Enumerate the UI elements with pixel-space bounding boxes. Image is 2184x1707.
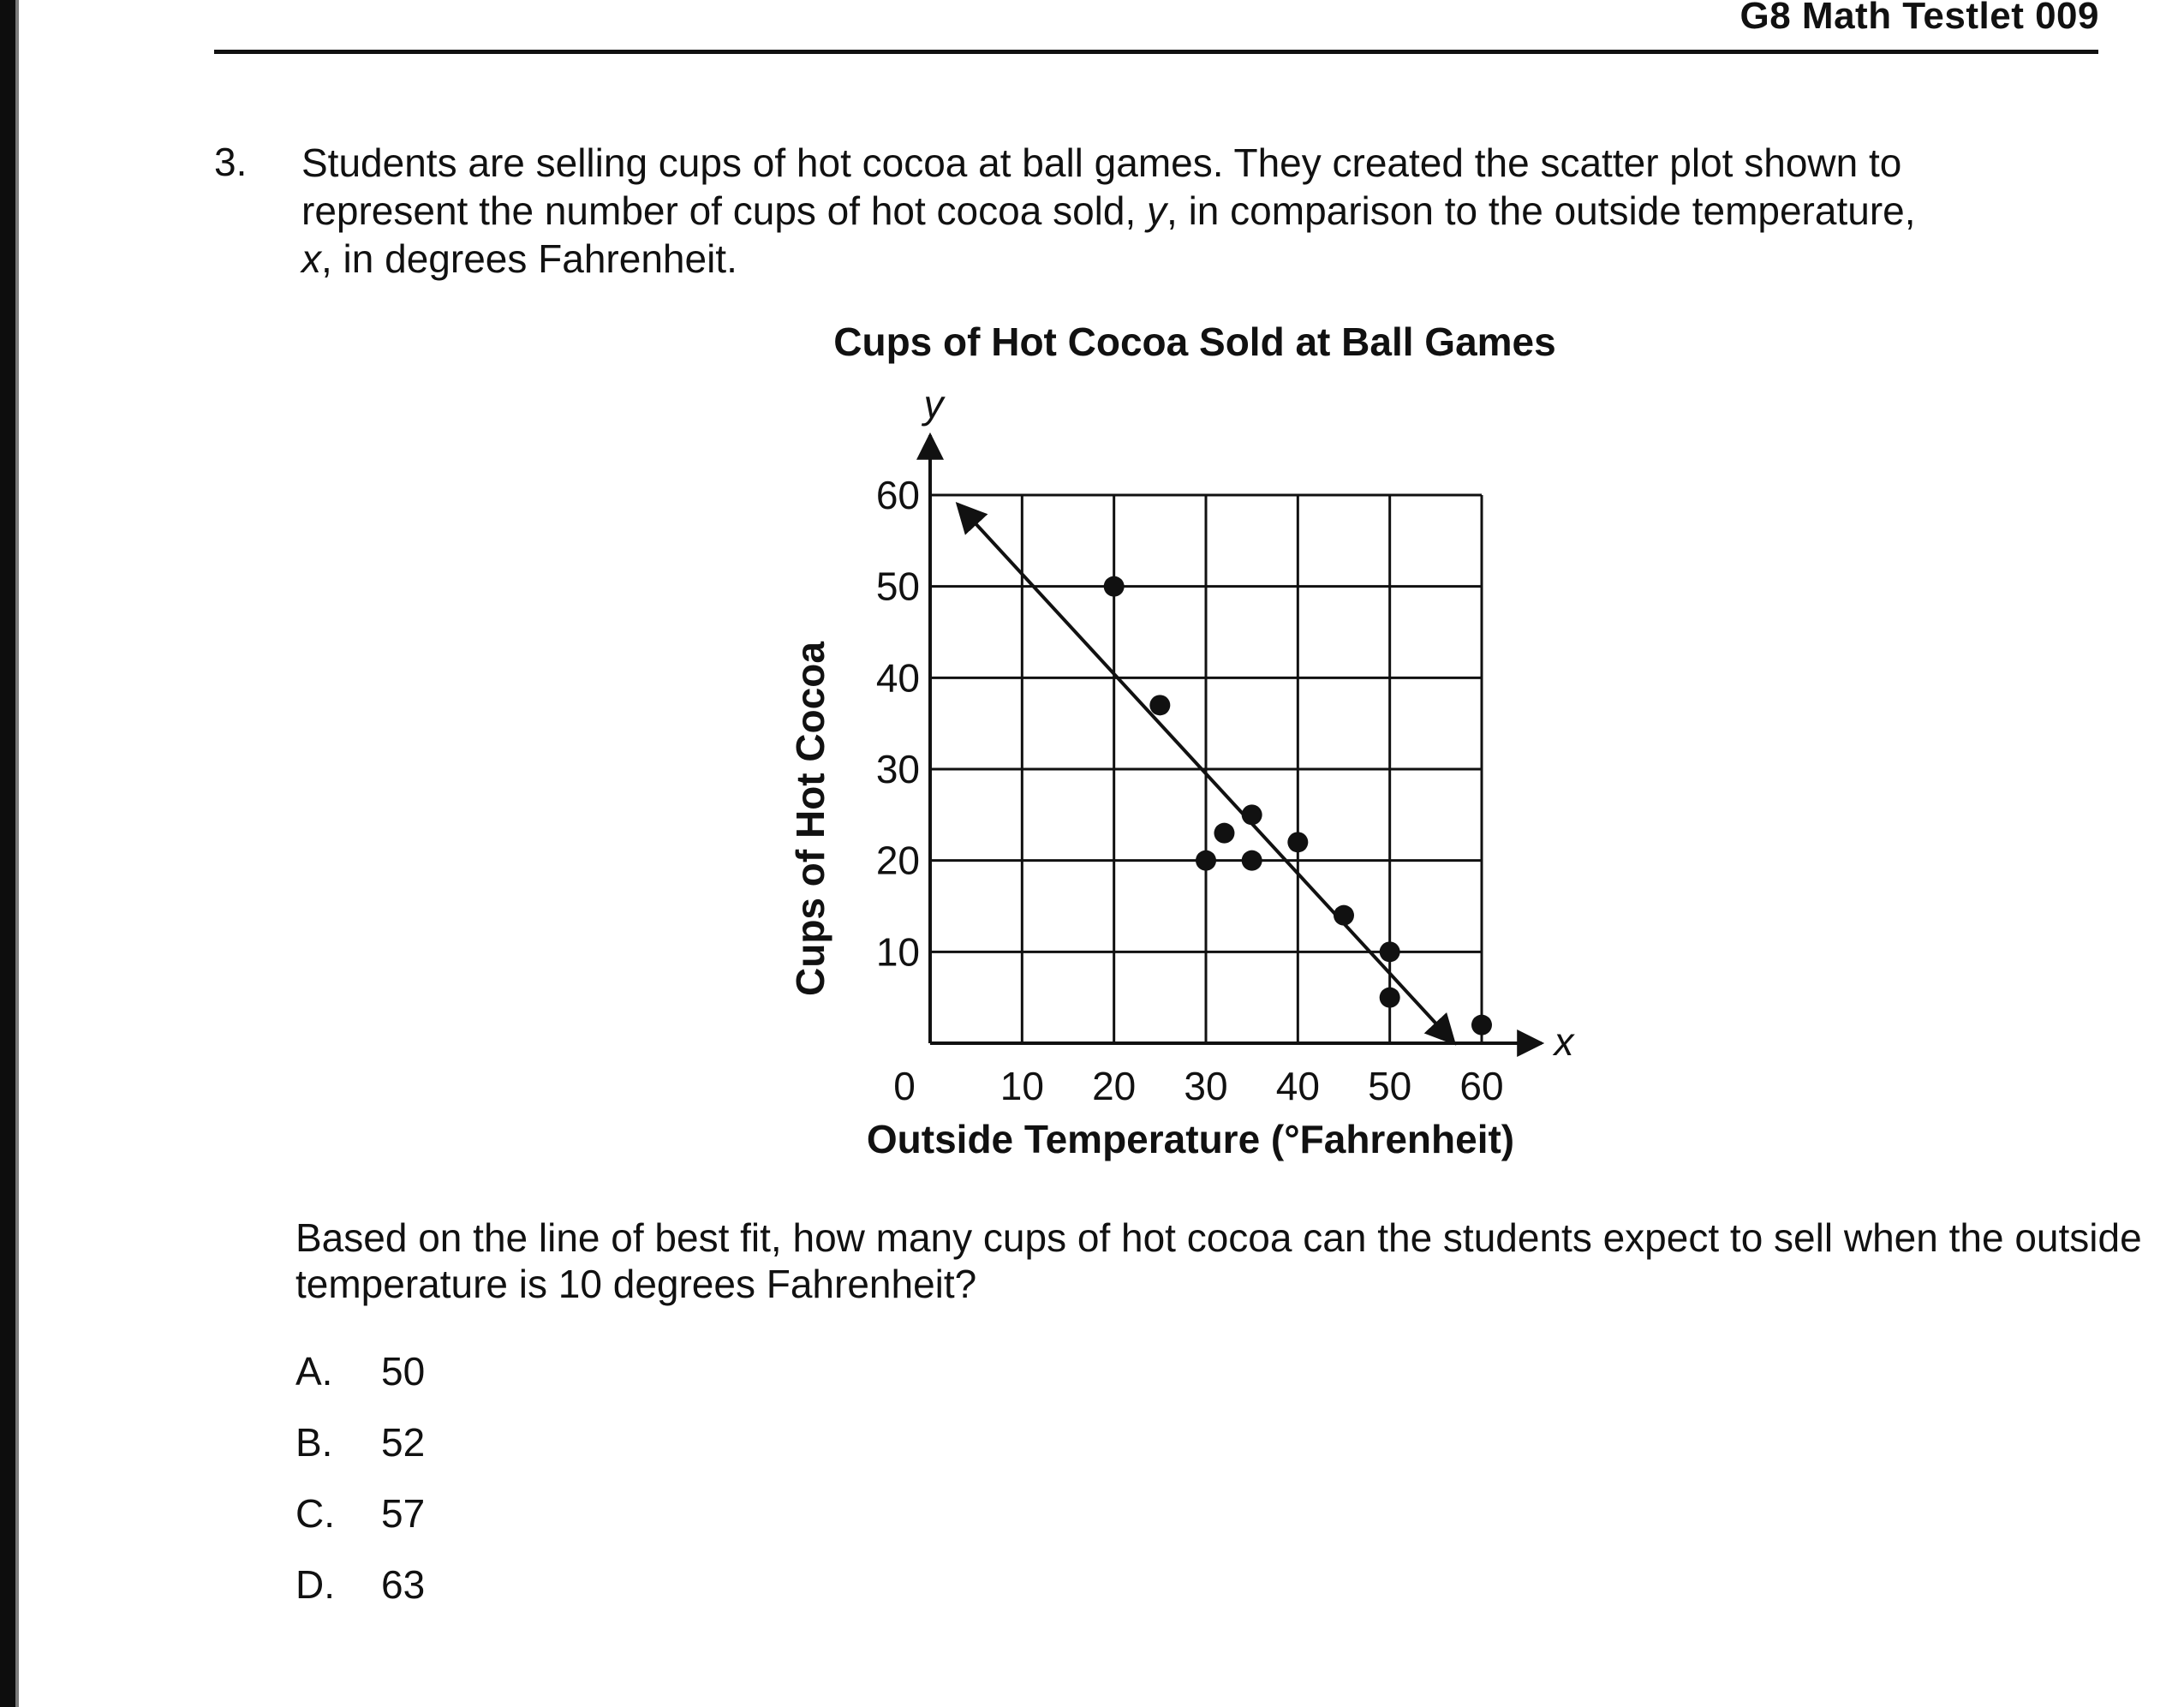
- data-point: [1334, 905, 1354, 926]
- x-tick-label: 50: [1368, 1064, 1412, 1108]
- data-point: [1196, 851, 1216, 871]
- y-tick-label: 20: [875, 838, 920, 883]
- answer-choice-c[interactable]: [295, 1490, 425, 1537]
- chart-axes: [922, 382, 1576, 1064]
- question-number: 3.: [214, 140, 248, 184]
- stem-line-2-b: , in comparison to the outside temperature,: [1167, 188, 1916, 233]
- x-axis-title: Outside Temperature (°Fahrenheit): [866, 1117, 1515, 1161]
- stem-line-3-b: , in degrees Fahrenheit.: [321, 236, 737, 281]
- x-tick-label: 30: [1184, 1064, 1228, 1108]
- choice-letter: C.: [295, 1491, 335, 1536]
- choice-value: 63: [381, 1562, 426, 1607]
- question-prompt: Based on the line of best fit, how many cups of hot cocoa can the students expect to sell when the outside temperature is 10 degrees Fahrenheit?: [295, 1215, 2142, 1306]
- data-point: [1214, 823, 1234, 844]
- data-point: [1287, 832, 1308, 852]
- y-tick-label: 60: [875, 473, 920, 517]
- answer-choice-b[interactable]: [295, 1419, 425, 1465]
- data-point: [1149, 695, 1170, 715]
- data-point: [1242, 804, 1262, 825]
- scan-left-edge-shadow: [15, 0, 19, 1707]
- y-tick-label: 30: [875, 747, 920, 791]
- stem-var-x: x: [301, 236, 321, 281]
- stem-line-2: [301, 187, 2126, 235]
- y-tick-label: 50: [875, 564, 920, 609]
- x-tick-label: 20: [1092, 1064, 1137, 1108]
- x-tick-label: 60: [1459, 1064, 1504, 1108]
- data-point: [1104, 576, 1125, 597]
- y-tick-label: 10: [875, 929, 920, 975]
- choice-value: 50: [381, 1349, 426, 1394]
- y-tick-label: 40: [875, 655, 920, 701]
- data-point: [1380, 941, 1400, 962]
- stem-line-2-a: represent the number of cups of hot cocoa sold,: [301, 188, 1148, 233]
- x-tick-label: 10: [1000, 1064, 1044, 1108]
- choice-letter: D.: [295, 1562, 335, 1607]
- answer-choice-d[interactable]: [295, 1561, 425, 1608]
- stem-var-y: y: [1147, 188, 1167, 233]
- header-divider: [214, 50, 2098, 54]
- x-axis-letter: x: [1554, 1019, 1574, 1064]
- origin-label: 0: [893, 1064, 916, 1108]
- data-point: [1471, 1015, 1492, 1036]
- data-point: [1242, 851, 1262, 871]
- page-header-title: G8 Math Testlet 009: [1739, 0, 2099, 37]
- chart-grid: [930, 495, 1482, 1043]
- choice-value: 52: [381, 1420, 426, 1465]
- tick-labels: [788, 473, 1514, 1161]
- stem-line-3: [301, 235, 2126, 283]
- answer-choice-a[interactable]: [295, 1348, 425, 1394]
- scatter-plot: [771, 325, 1627, 1173]
- data-point: [1380, 988, 1400, 1008]
- y-axis-letter: y: [923, 382, 944, 427]
- y-axis-title: Cups of Hot Cocoa: [788, 642, 832, 996]
- question-stem: [301, 139, 2126, 283]
- choice-letter: B.: [295, 1420, 333, 1465]
- choice-letter: A.: [295, 1349, 333, 1394]
- choice-value: 57: [381, 1491, 426, 1536]
- scan-left-edge: [0, 0, 15, 1707]
- chart-title: Cups of Hot Cocoa Sold at Ball Games: [833, 325, 1556, 364]
- stem-line-1: Students are selling cups of hot cocoa at ball games. They created the scatter plot shown to: [301, 140, 1902, 185]
- x-tick-label: 40: [1275, 1064, 1320, 1108]
